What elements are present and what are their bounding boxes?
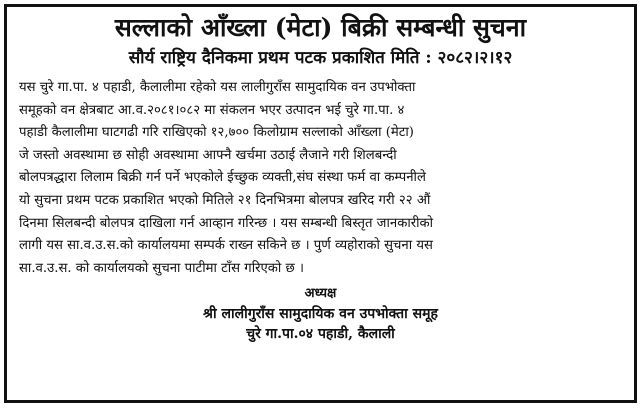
body-line: लागी यस सा.व.उ.स.को कार्यालयमा सम्पर्क राख्न सकिने छ । पुर्ण व्यहोराको सुचना यस <box>19 238 433 254</box>
notice-body <box>19 77 622 280</box>
notice-box <box>4 4 637 403</box>
signatory-role: अध्यक्ष <box>304 286 337 302</box>
body-line: यस चुरे गा.पा. ४ पहाडी, कैलालीमा रहेको यस लालीगुराँस सामुदायिक वन उपभोक्ता <box>19 80 416 95</box>
publication-date-line: सौर्य राष्ट्रिय दैनिकमा प्रथम पटक प्रकाशित मिति : २०८२।२।१२ <box>128 48 513 68</box>
body-line: बोलपत्रद्धारा लिलाम बिक्री गर्न पर्ने भएकोले ईच्छुक व्यक्ती,संघ संस्था फर्म वा कम्पनीले <box>19 170 426 186</box>
body-line: यो सुचना प्रथम पटक प्रकाशित भएको मितिले २१ दिनभित्रमा बोलपत्र खरिद गरी २२ औं <box>19 192 431 208</box>
body-line: दिनमा सिलबन्दी बोलपत्र दाखिला गर्न आव्हान गरिन्छ । यस सम्बन्धी बिस्तृत जानकारीको <box>19 215 434 231</box>
body-line: पहाडी कैलालीमा घाटगढी गरि राखिएको १२,७०० किलोग्राम सल्लाको आँख्ला (मेटा) <box>19 125 414 141</box>
body-line: सा.व.उ.स. को कार्यालयको सुचना पाटीमा टाँस गरिएको छ । <box>19 260 304 276</box>
body-line: जे जस्तो अवस्थामा छ सोही अवस्थामा आफ्नै खर्चमा उठाई लैजाने गरी शिलबन्दी <box>19 147 397 163</box>
body-line: समूहको वन क्षेत्रबाट आ.व.२०८१।०८२ मा संकलन भएर उत्पादन भई चुरे गा.पा. ४ <box>19 102 405 118</box>
organization-name: श्री लालीगुराँस सामुदायिक वन उपभोक्ता समूह <box>203 306 438 323</box>
organization-address: चुरे गा.पा.०४ पहाडी, कैलाली <box>246 326 395 343</box>
signature-block <box>7 284 634 344</box>
notice-title: सल्लाको आँख्ला (मेटा) बिक्री सम्बन्धी सुचना <box>114 13 527 42</box>
